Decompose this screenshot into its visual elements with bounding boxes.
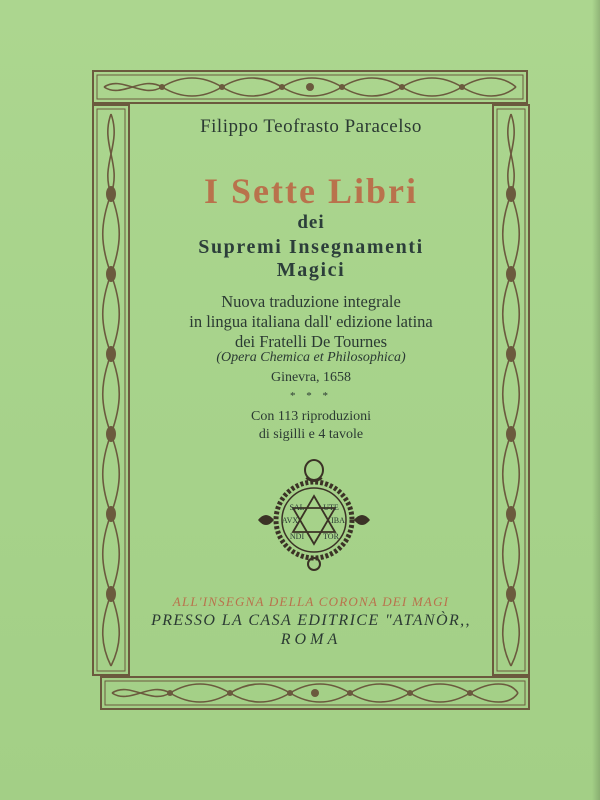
publisher-name: PRESSO LA CASA EDITRICE "ATANÒR,, xyxy=(151,612,471,629)
author-name: Filippo Teofrasto Paracelso xyxy=(200,116,422,137)
description-line: Nuova traduzione integrale xyxy=(221,292,401,311)
opera-subtitle: (Opera Chemica et Philosophica) xyxy=(216,350,406,365)
seal-word: AVX xyxy=(281,516,299,525)
top-ornamental-border xyxy=(92,70,528,104)
subtitle-supremi: Supremi Insegnamenti xyxy=(198,236,424,258)
reproductions-note xyxy=(136,408,486,444)
seal-word: SAL xyxy=(289,503,305,512)
reproductions-line: Con 113 riproduzioni xyxy=(250,409,372,424)
seal-word: UTE xyxy=(323,503,339,512)
seal-word: NDI xyxy=(289,532,305,541)
city-year: Ginevra, 1658 xyxy=(270,370,352,385)
hexagram-seal-icon xyxy=(254,456,374,574)
separator-stars: * * * xyxy=(290,390,332,402)
book-title: I Sette Libri xyxy=(204,171,418,211)
left-ornamental-border xyxy=(92,104,130,676)
subtitle-magici: Magici xyxy=(276,259,346,281)
translation-description xyxy=(136,292,486,352)
cover-edge-shadow xyxy=(592,0,600,800)
right-ornamental-border xyxy=(492,104,530,676)
seal-word: TOR xyxy=(323,532,339,541)
bottom-ornamental-border xyxy=(100,676,530,710)
publisher-motto: ALL'INSEGNA DELLA CORONA DEI MAGI xyxy=(172,594,450,609)
description-line: dei Fratelli De Tournes xyxy=(234,332,388,351)
reproductions-line: di sigilli e 4 tavole xyxy=(258,427,364,442)
subtitle-dei: dei xyxy=(297,212,325,233)
seal-word: IBA xyxy=(331,516,345,525)
cover-text-block xyxy=(136,112,486,672)
description-line: in lingua italiana dall' edizione latina xyxy=(189,312,433,331)
publisher-city: ROMA xyxy=(280,631,342,648)
